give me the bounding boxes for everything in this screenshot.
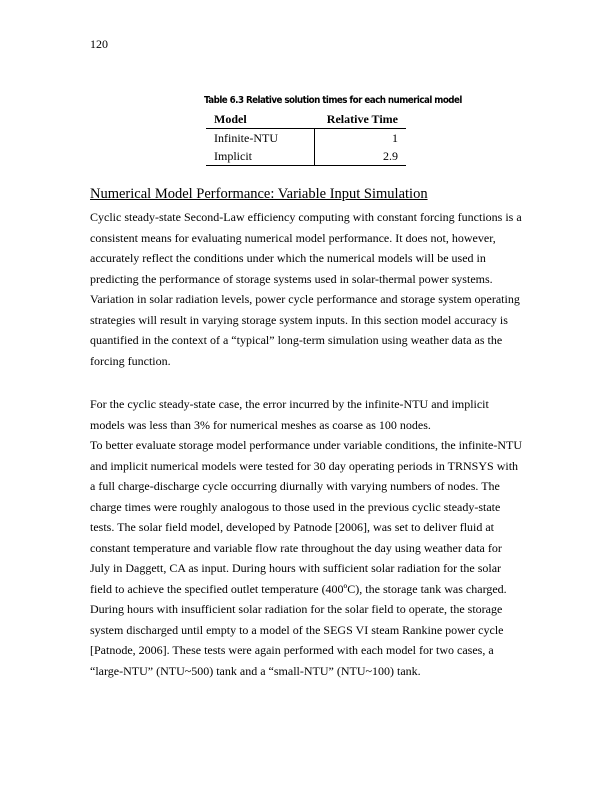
- paragraph-1: [90, 207, 530, 371]
- paragraph-line: predicting the performance of storage systems used in solar-thermal power systems.: [90, 271, 493, 286]
- paragraph-line: consistent means for evaluating numerical model performance. It does not, however,: [90, 230, 496, 245]
- paragraph-line: July in Daggett, CA as input. During hours with sufficient solar radiation for the solar: [90, 561, 502, 575]
- paragraph-line: and implicit numerical models were tested for 30 day operating periods in TRNSYS with: [90, 458, 519, 473]
- relative-times-table: [206, 110, 406, 166]
- paragraph-line: a full charge-discharge cycle occurring diurnally with varying numbers of nodes. The: [90, 479, 500, 493]
- page-number: 120: [90, 37, 108, 51]
- paragraph-line: charge times were roughly analogous to those used in the previous cyclic steady-state: [90, 499, 501, 514]
- paragraph-line: To better evaluate storage model performance under variable conditions, the infinite-NTU: [90, 438, 522, 452]
- paragraph-line: tests. The solar field model, developed by Patnode [2006], was set to deliver fluid at: [90, 520, 495, 534]
- row-model: Infinite-NTU: [206, 129, 314, 148]
- paragraph-line: forcing function.: [90, 353, 171, 368]
- paragraph-line: For the cyclic steady-state case, the error incurred by the infinite-NTU and implicit: [90, 397, 489, 411]
- paragraph-line: [Patnode, 2006]. These tests were again performed with each model for two cases, a: [90, 643, 494, 657]
- section-heading: Numerical Model Performance: Variable Input Simulation: [90, 186, 428, 202]
- table-header-row: [206, 110, 406, 129]
- table-row: [206, 147, 406, 166]
- paragraph-line: quantified in the context of a “typical” long-term simulation using weather data as the: [90, 333, 503, 347]
- paragraph-line: models was less than 3% for numerical meshes as coarse as 100 nodes.: [90, 417, 431, 432]
- paragraph-line: strategies will result in varying storage system inputs. In this section model accuracy is: [90, 312, 508, 327]
- paragraph-line: During hours with insufficient solar radiation for the solar field to operate, the storage: [90, 602, 503, 616]
- paragraph-line: constant temperature and variable flow rate throughout the day using weather data for: [90, 540, 502, 555]
- paragraph-line: field to achieve the specified outlet temperature (400ºC), the storage tank was charged.: [90, 581, 507, 596]
- paragraph-line: Variation in solar radiation levels, power cycle performance and storage system operating: [90, 292, 520, 306]
- paragraph-line: “large-NTU” (NTU~500) tank and a “small-NTU” (NTU~100) tank.: [90, 663, 421, 678]
- paragraph-line: accurately reflect the conditions under which the numerical models will be used in: [90, 251, 486, 265]
- row-relative-time: 1: [392, 131, 398, 145]
- table-caption: Table 6.3 Relative solution times for each numerical model: [204, 95, 462, 106]
- row-model: Implicit: [206, 147, 314, 166]
- paragraph-line: system discharged until empty to a model of the SEGS VI steam Rankine power cycle: [90, 622, 504, 637]
- row-relative-time: 2.9: [314, 147, 406, 166]
- header-model: Model: [206, 110, 314, 129]
- paragraph-line: Cyclic steady-state Second-Law efficiency computing with constant forcing functions is a: [90, 210, 522, 224]
- header-relative-time: Relative Time: [314, 110, 406, 129]
- paragraph-2: [90, 394, 530, 681]
- table-row: [206, 129, 406, 148]
